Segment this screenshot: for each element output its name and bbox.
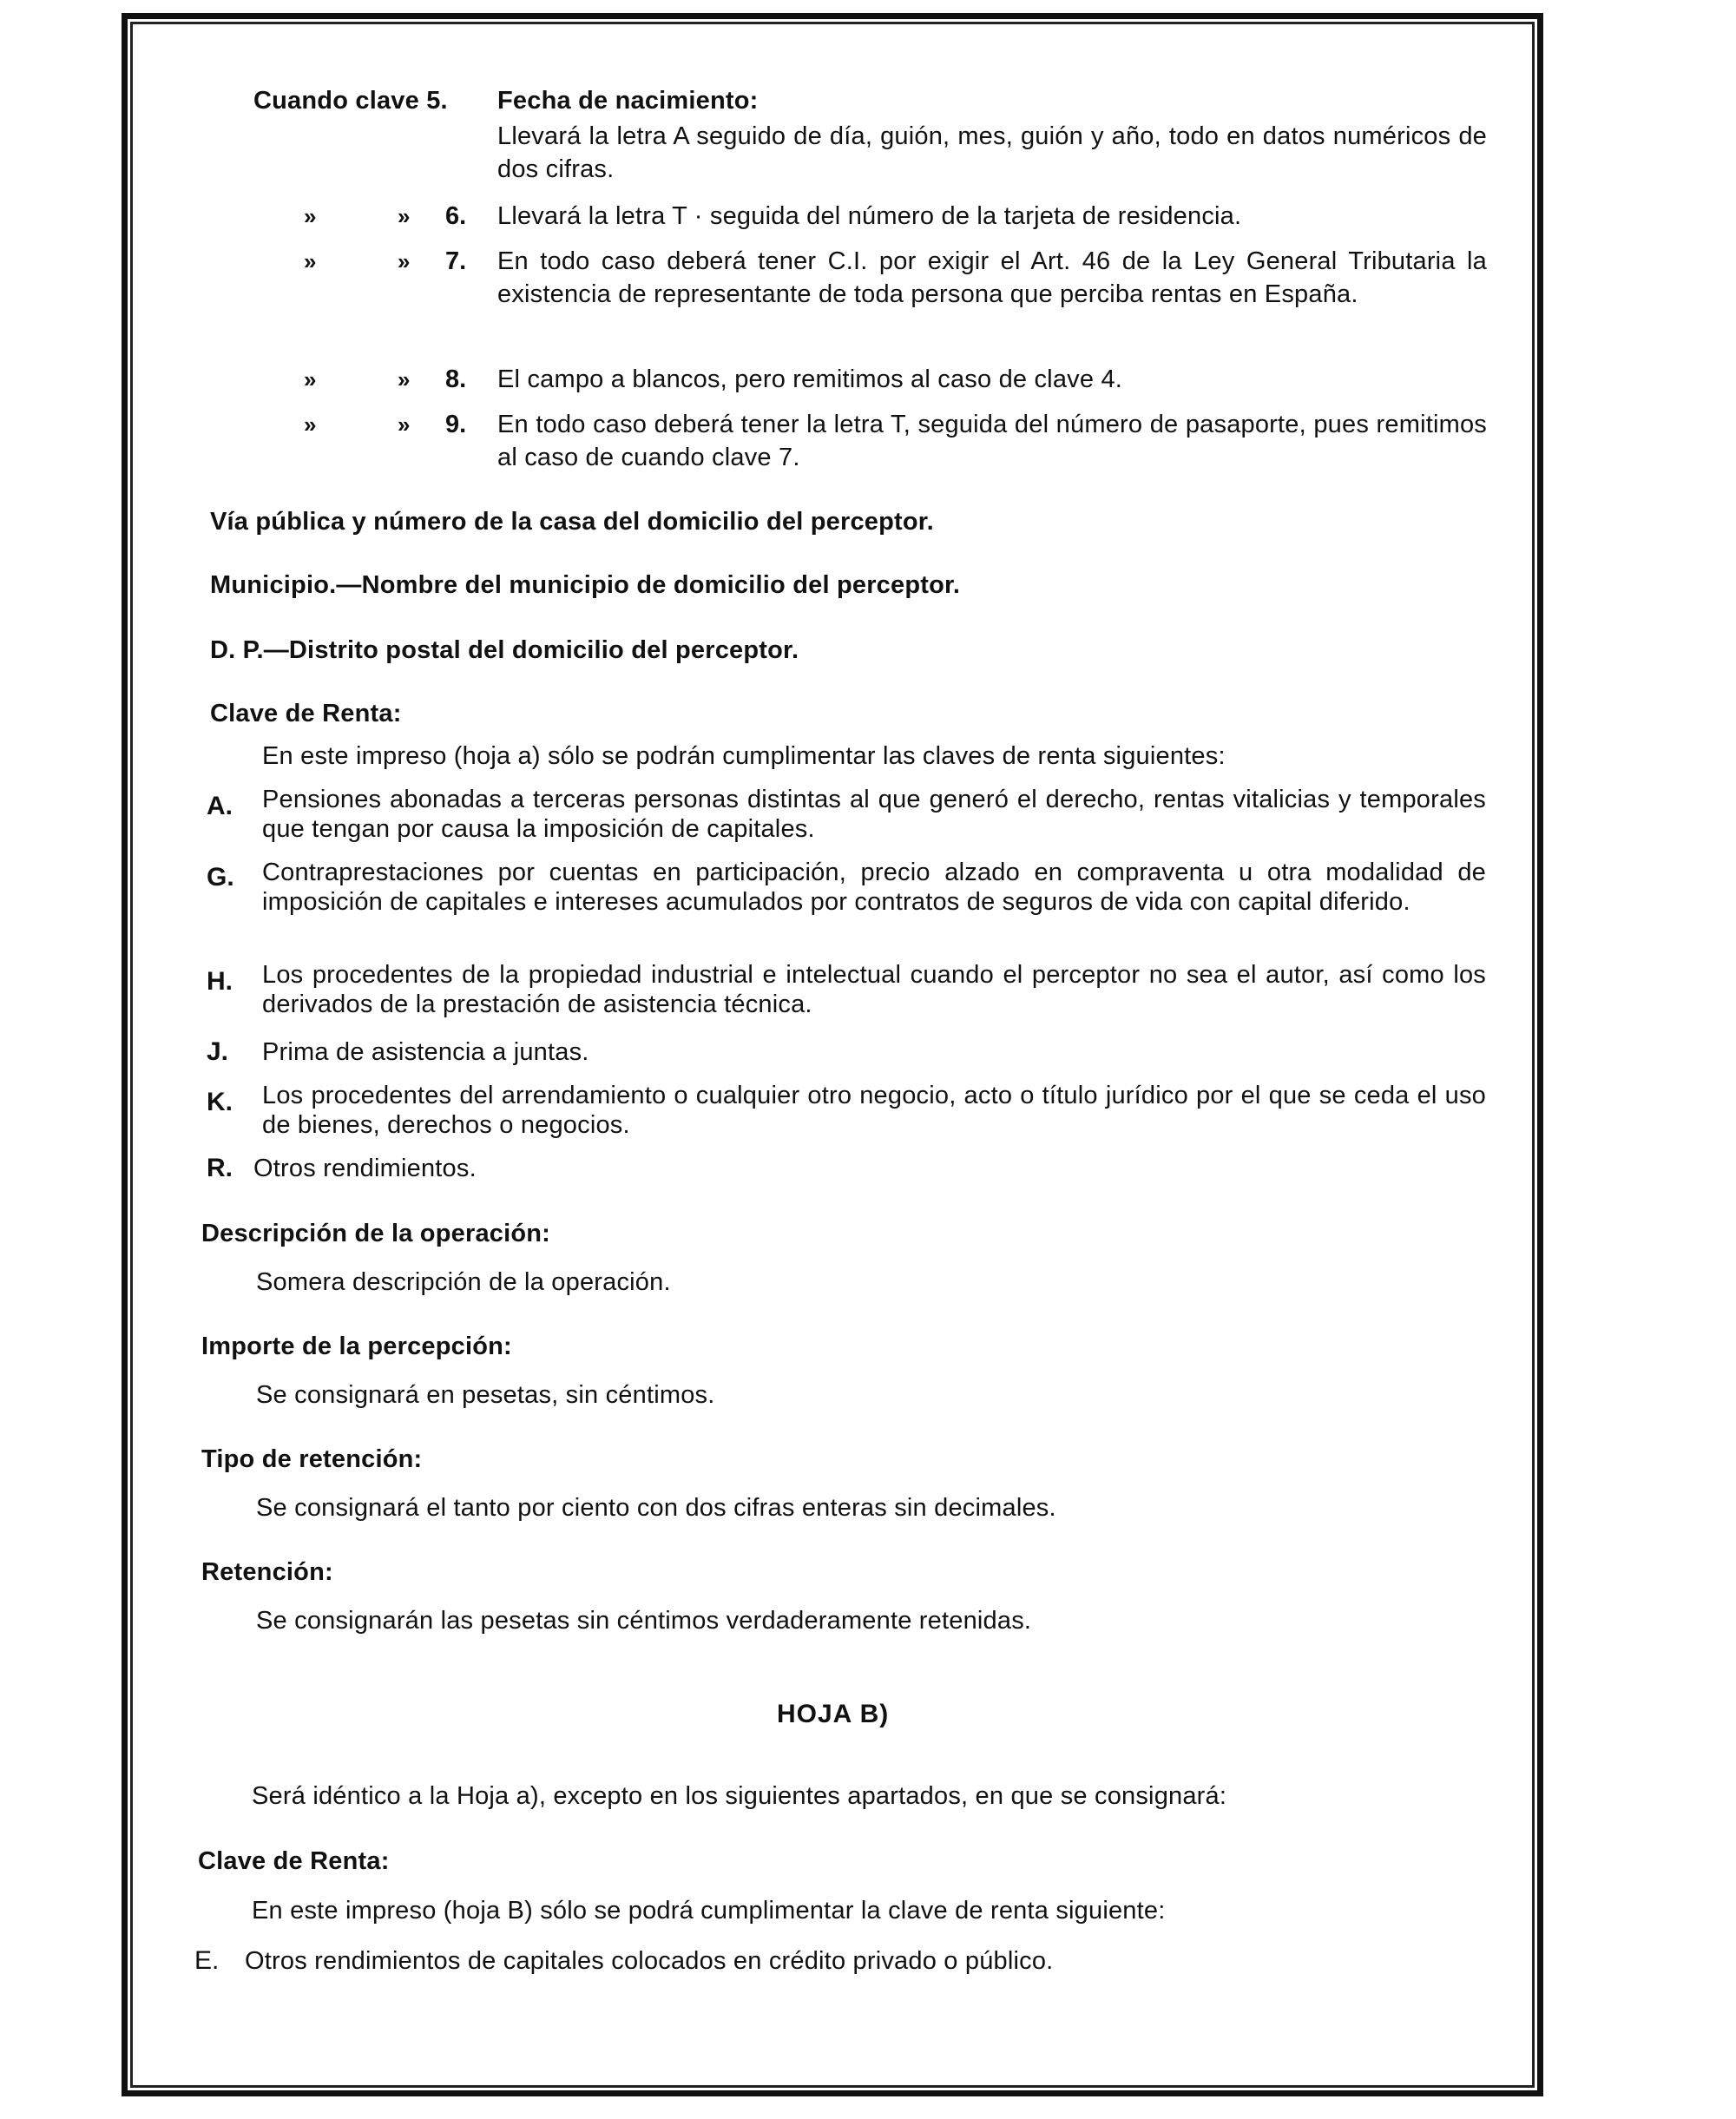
renta-text: Contraprestaciones por cuentas en participación, precio alzado en compraventa u otra modalidad de imposición de capitales e intereses acumulados por contratos de seguros de vida con capital diferido. (262, 859, 1486, 916)
renta-key: J. (207, 1037, 229, 1066)
ditto-mark: » (304, 366, 317, 392)
municipio-line: Municipio.—Nombre del municipio de domicilio del perceptor. (210, 571, 961, 599)
hoja-b-intro: Será idéntico a la Hoja a), excepto en los siguientes apartados, en que se consignará: (252, 1782, 1227, 1810)
renta-key: A. (207, 792, 233, 820)
clave-number: 6. (445, 202, 467, 230)
renta-text: Los procedentes de la propiedad industrial e intelectual cuando el perceptor no sea el autor, así como los derivados de la prestación de asistencia técnica. (262, 961, 1486, 1018)
hoja-b-text: En este impreso (hoja B) sólo se podrá cumplimentar la clave de renta siguiente: (252, 1897, 1166, 1925)
hoja-b-heading: Clave de Renta: (198, 1847, 390, 1875)
tipo-text: Se consignará el tanto por ciento con dos cifras enteras sin decimales. (256, 1494, 1056, 1522)
importe-text: Se consignará en pesetas, sin céntimos. (256, 1381, 715, 1409)
hoja-b-title: HOJA B) (777, 1700, 890, 1728)
ditto-mark: » (304, 203, 317, 229)
clave-text: En todo caso deberá tener C.I. por exigir el Art. 46 de la Ley General Tributaria la existencia de representante de toda persona que perciba rentas en España. (497, 247, 1487, 308)
descripcion-heading: Descripción de la operación: (201, 1220, 551, 1247)
renta-key: R. (207, 1154, 233, 1182)
clave-number: 9. (445, 411, 467, 438)
clave-text: Llevará la letra T · seguida del número de la tarjeta de residencia. (497, 202, 1242, 230)
retencion-heading: Retención: (201, 1558, 333, 1586)
ditto-mark: » (398, 248, 411, 274)
renta-key: G. (207, 863, 234, 892)
renta-text: Pensiones abonadas a terceras personas distintas al que generó el derecho, rentas vitalicias y temporales que tengan por causa la imposición de capitales. (262, 786, 1486, 843)
renta-text: Prima de asistencia a juntas. (262, 1038, 589, 1066)
clave-renta-intro: En este impreso (hoja a) sólo se podrán cumplimentar las claves de renta siguientes: (262, 742, 1226, 770)
ditto-mark: » (398, 411, 411, 438)
clave5-title: Fecha de nacimiento: (497, 87, 759, 115)
clave-text: En todo caso deberá tener la letra T, seguida del número de pasaporte, pues remitimos al caso de cuando clave 7. (497, 411, 1487, 471)
cuando-clave-prefix: Cuando clave 5. (253, 87, 448, 115)
hoja-b-item-text: Otros rendimientos de capitales colocados en crédito privado o público. (245, 1947, 1054, 1975)
clave-renta-heading: Clave de Renta: (210, 700, 402, 727)
via-publica-line: Vía pública y número de la casa del domicilio del perceptor. (210, 508, 934, 536)
ditto-mark: » (398, 203, 411, 229)
importe-heading: Importe de la percepción: (201, 1333, 512, 1360)
clave-text: El campo a blancos, pero remitimos al caso de clave 4. (497, 365, 1123, 393)
clave5-text: Llevará la letra A seguido de día, guión, mes, guión y año, todo en datos numéricos de dos cifras. (497, 122, 1487, 183)
retencion-text: Se consignarán las pesetas sin céntimos verdaderamente retenidas. (256, 1607, 1032, 1635)
ditto-mark: » (398, 366, 411, 392)
descripcion-text: Somera descripción de la operación. (256, 1268, 671, 1296)
ditto-mark: » (304, 248, 317, 274)
renta-text: Los procedentes del arrendamiento o cualquier otro negocio, acto o título jurídico por el que se ceda el uso de bienes, derechos o negocios. (262, 1082, 1486, 1139)
ditto-mark: » (304, 411, 317, 438)
tipo-heading: Tipo de retención: (201, 1445, 423, 1473)
renta-key: H. (207, 967, 233, 996)
renta-key: E. (194, 1946, 220, 1975)
distrito-postal-line: D. P.—Distrito postal del domicilio del perceptor. (210, 636, 799, 664)
renta-key: K. (207, 1088, 233, 1116)
clave-number: 8. (445, 365, 467, 393)
renta-text: Otros rendimientos. (253, 1155, 477, 1182)
clave-number: 7. (445, 247, 467, 275)
